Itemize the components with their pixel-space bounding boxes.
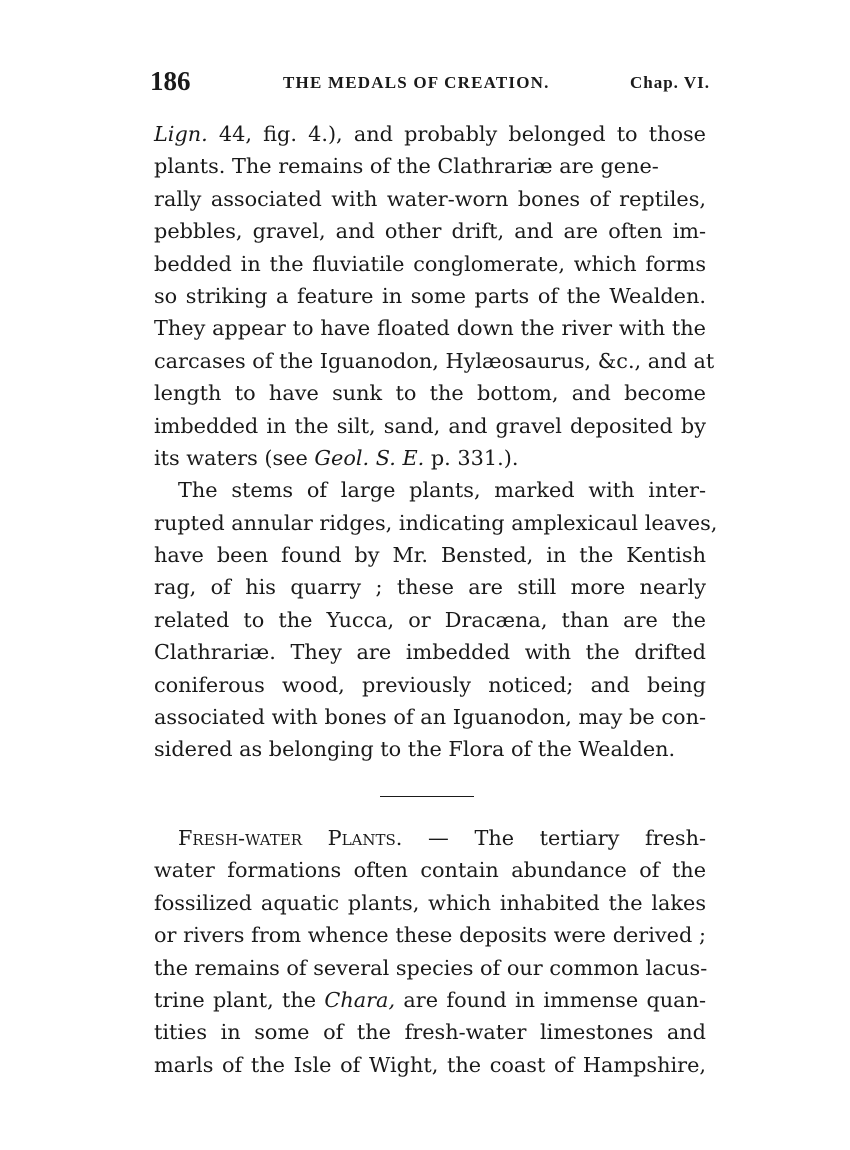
paragraph-block-2 — [154, 822, 706, 1081]
text-line — [154, 701, 706, 733]
paragraph-block-1 — [154, 118, 718, 766]
text-run: sidered as belonging to the Flora of the Wealden. — [154, 737, 676, 762]
text-run: trine plant, the — [154, 987, 325, 1012]
text-line — [154, 410, 706, 442]
italic-term: Chara, — [324, 987, 396, 1012]
text-line — [154, 952, 706, 984]
text-run: related to the Yucca, or Dracæna, than are the — [154, 607, 706, 632]
text-run: fossilized aquatic plants, which inhabited the lakes — [154, 890, 706, 915]
text-line — [154, 919, 706, 951]
text-run: 44, fig. 4.), and probably belonged to those — [207, 122, 706, 146]
text-line — [154, 248, 706, 280]
chapter-reference: Chap. VI. — [629, 73, 710, 92]
text-run: the remains of several species of our common lacus- — [154, 955, 708, 980]
page-number: 186 — [150, 66, 191, 96]
text-line — [154, 887, 706, 919]
text-line — [154, 669, 706, 701]
text-run: plants. The remains of the Clathrariæ are gene- — [154, 154, 659, 179]
text-line — [154, 507, 718, 539]
text-run: carcases of the Iguanodon, Hylæosaurus, &c., and at — [154, 348, 715, 373]
text-line — [154, 150, 706, 182]
italic-reference: Lign. — [154, 122, 208, 146]
text-line — [154, 636, 706, 668]
text-line — [154, 822, 706, 854]
text-line — [154, 183, 706, 215]
text-run: so striking a feature in some parts of the Wealden. — [154, 283, 706, 308]
text-run: p. 331.). — [424, 445, 519, 470]
text-run: imbedded in the silt, sand, and gravel deposited by — [154, 413, 706, 438]
text-run: They appear to have floated down the river with the — [154, 316, 706, 341]
text-line — [154, 1016, 706, 1048]
section-divider — [380, 796, 474, 797]
text-line — [154, 474, 706, 506]
text-run: or rivers from whence these deposits were derived ; — [154, 923, 706, 948]
text-run: associated with bones of an Iguanodon, may be con- — [154, 705, 706, 730]
text-line — [154, 733, 706, 765]
text-line — [154, 984, 706, 1016]
text-run: bedded in the fluviatile conglomerate, which forms — [154, 251, 706, 276]
text-line — [154, 118, 706, 150]
text-line — [154, 215, 706, 247]
text-line — [154, 571, 706, 603]
text-line — [154, 345, 715, 377]
text-line — [154, 1049, 706, 1081]
running-head — [150, 66, 710, 100]
text-run: pebbles, gravel, and other drift, and are often im- — [154, 219, 706, 244]
text-run: water formations often contain abundance of the — [154, 858, 706, 883]
text-run: rally associated with water-worn bones of reptiles, — [154, 186, 706, 211]
text-run: coniferous wood, previously noticed; and being — [154, 672, 706, 697]
text-run: length to have sunk to the bottom, and become — [154, 381, 706, 406]
text-run: have been found by Mr. Bensted, in the Kentish — [154, 543, 706, 568]
text-line — [154, 854, 706, 886]
italic-reference: Geol. S. E. — [314, 445, 425, 470]
section-heading: Fresh-water Plants. — [178, 826, 403, 850]
text-run: The stems of large plants, marked with inter- — [178, 478, 706, 503]
text-line — [154, 539, 706, 571]
text-line — [154, 312, 706, 344]
text-run: Clathrariæ. They are imbedded with the drifted — [154, 640, 706, 665]
text-run: — The tertiary fresh- — [402, 826, 707, 850]
text-line — [154, 604, 706, 636]
text-run: are found in immense quan- — [395, 987, 706, 1012]
text-line — [154, 280, 706, 312]
text-run: tities in some of the fresh-water limestones and — [154, 1020, 706, 1045]
text-line — [154, 377, 706, 409]
book-title: THE MEDALS OF CREATION. — [283, 73, 550, 92]
text-line — [154, 442, 706, 474]
text-run: its waters (see — [154, 445, 315, 470]
text-run: rupted annular ridges, indicating amplexicaul leaves, — [154, 510, 718, 535]
text-run: marls of the Isle of Wight, the coast of Hampshire, — [154, 1052, 706, 1077]
text-run: rag, of his quarry ; these are still more nearly — [154, 575, 706, 600]
